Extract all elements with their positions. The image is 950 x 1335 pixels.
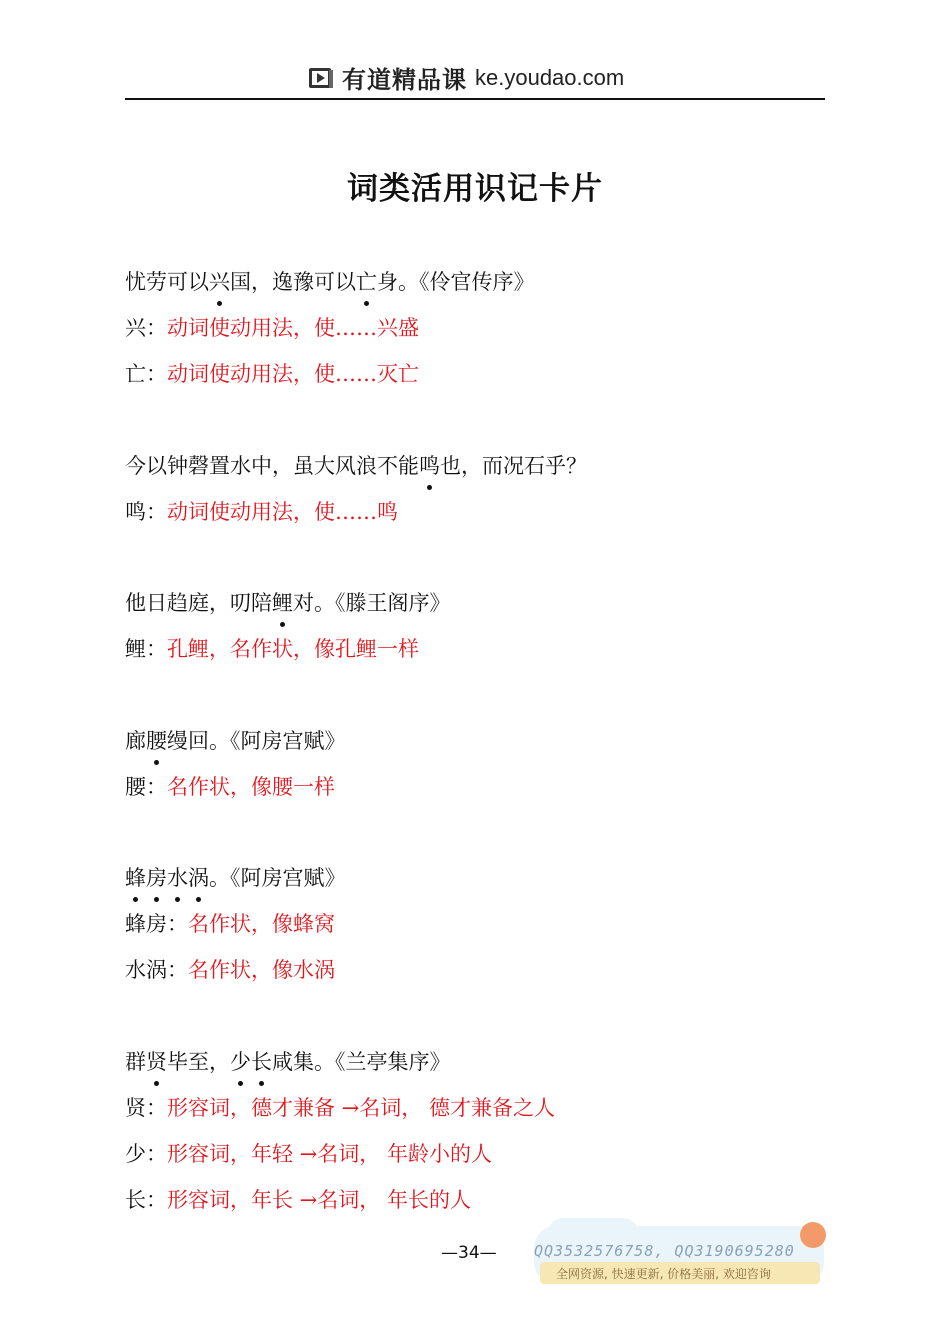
note-definition: 名作状，像蜂窝 (188, 912, 335, 936)
note-term: 兴： (125, 316, 167, 340)
note-definition: 名作状，像腰一样 (167, 775, 335, 799)
brand-logo (308, 60, 624, 95)
emphasized-char: 涡 (188, 863, 209, 893)
note-line (125, 1139, 492, 1169)
emphasized-char: 鸣 (419, 451, 440, 481)
note-definition: 名作状，像水涡 (188, 958, 335, 982)
source-sentence: 廊腰缦回。《阿房宫赋》 (125, 726, 346, 756)
page-title: 词类活用识记卡片 (347, 171, 603, 207)
emphasized-char: 腰 (146, 726, 167, 756)
note-line (125, 313, 419, 343)
sun-icon (800, 1222, 826, 1248)
note-line (125, 634, 419, 664)
page-number: —34— (441, 1243, 497, 1263)
emphasized-char: 房 (146, 863, 167, 893)
note-line (125, 1093, 555, 1123)
source-sentence: 群贤毕至，少长咸集。《兰亭集序》 (125, 1047, 451, 1077)
note-term: 长： (125, 1188, 167, 1212)
brand-url: ke.youdao.com (475, 64, 625, 90)
emphasized-char: 少 (230, 1047, 251, 1077)
note-definition: 动词使动用法，使……兴盛 (167, 316, 419, 340)
note-line (125, 1185, 471, 1215)
emphasized-char: 蜂 (125, 863, 146, 893)
emphasized-char: 兴 (209, 267, 230, 297)
note-term: 贤： (125, 1096, 167, 1120)
page-header (0, 50, 950, 98)
note-term: 腰： (125, 775, 167, 799)
watermark-contact: QQ3532576758, QQ3190695280 (534, 1242, 795, 1260)
watermark (528, 1218, 838, 1290)
note-line (125, 955, 335, 985)
note-term: 鸣： (125, 500, 167, 524)
emphasized-char: 水 (167, 863, 188, 893)
note-definition: 形容词，德才兼备 →名词， 德才兼备之人 (167, 1096, 555, 1120)
emphasized-char: 亡 (356, 267, 377, 297)
brand-name: 有道精品课 (342, 66, 467, 94)
note-term: 蜂房： (125, 912, 188, 936)
note-term: 水涡： (125, 958, 188, 982)
header-divider (125, 98, 825, 100)
note-definition: 形容词，年长 →名词， 年长的人 (167, 1188, 471, 1212)
note-term: 亡： (125, 362, 167, 386)
note-line (125, 359, 419, 389)
note-line (125, 909, 335, 939)
video-book-icon (308, 65, 334, 91)
note-term: 少： (125, 1142, 167, 1166)
note-definition: 动词使动用法，使……灭亡 (167, 362, 419, 386)
emphasized-char: 长 (251, 1047, 272, 1077)
source-sentence: 忧劳可以兴国，逸豫可以亡身。《伶官传序》 (125, 267, 535, 297)
note-definition: 孔鲤，名作状，像孔鲤一样 (167, 637, 419, 661)
note-line (125, 772, 335, 802)
watermark-slogan: 全网资源, 快速更新, 价格美丽, 欢迎咨询 (556, 1267, 771, 1281)
note-definition: 动词使动用法，使……鸣 (167, 500, 398, 524)
note-line (125, 497, 398, 527)
source-sentence: 蜂房水涡。《阿房宫赋》 (125, 863, 346, 893)
emphasized-char: 贤 (146, 1047, 167, 1077)
source-sentence: 他日趋庭，叨陪鲤对。《滕王阁序》 (125, 588, 451, 618)
source-sentence: 今以钟磬置水中，虽大风浪不能鸣也，而况石乎？ (125, 451, 587, 481)
emphasized-char: 鲤 (272, 588, 293, 618)
note-term: 鲤： (125, 637, 167, 661)
note-definition: 形容词，年轻 →名词， 年龄小的人 (167, 1142, 492, 1166)
